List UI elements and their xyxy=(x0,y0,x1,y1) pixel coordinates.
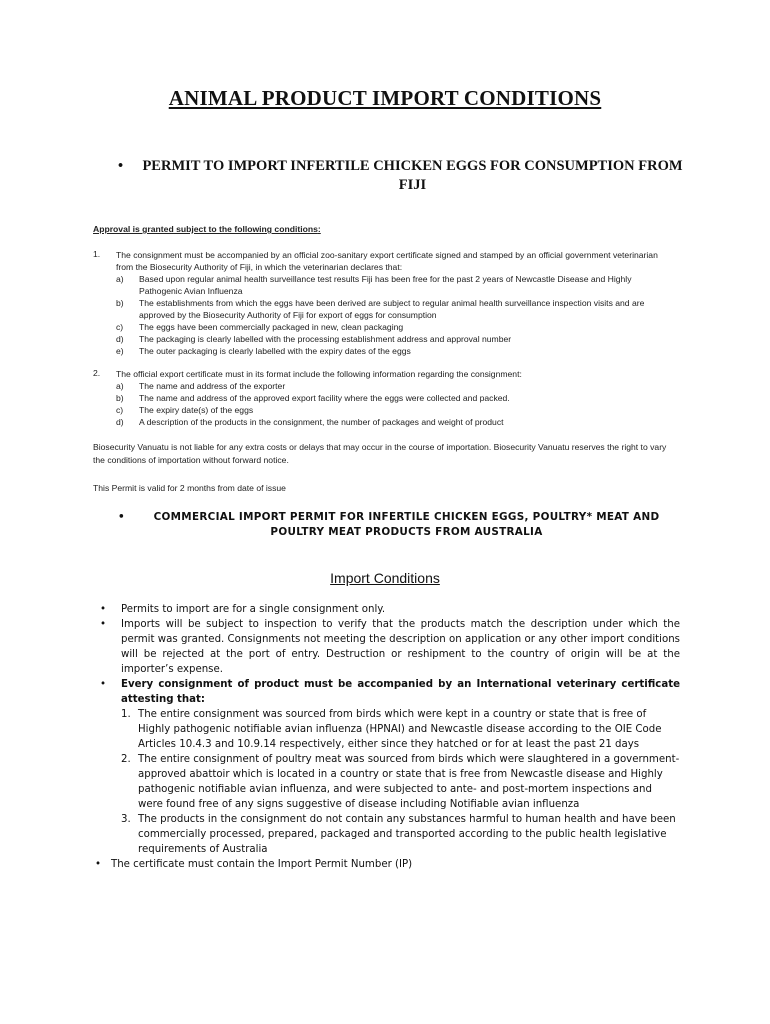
bullet: • xyxy=(100,679,107,690)
condition-text: The consignment must be accompanied by an official zoo-sanitary export certificate signed and stamped by an official government veterinarian from the Biosecurity Authority of Fiji, in which the veterinarian declares that: xyxy=(116,250,658,272)
item-text: The products in the consignment do not contain any substances harmful to human health and have been commercially processed, prepared, packaged and transported according to the public health legislative requirements of Australia xyxy=(138,814,676,855)
bullet: • xyxy=(118,158,124,174)
item-text: The eggs have been commercially packaged in new, clean packaging xyxy=(139,322,404,332)
condition-item xyxy=(116,345,673,357)
item-text: The outer packaging is clearly labelled with the expiry dates of the eggs xyxy=(139,346,411,356)
approval-text: Approval is granted subject to the following conditions xyxy=(93,224,318,234)
approval-statement xyxy=(93,224,321,234)
bullet: • xyxy=(100,619,107,630)
certificate-item xyxy=(121,812,680,857)
certificate-item xyxy=(121,752,680,812)
item-label: b) xyxy=(116,393,124,403)
item-text: The name and address of the exporter xyxy=(139,381,286,391)
item-number: 2. xyxy=(121,754,131,765)
section2-heading xyxy=(118,510,673,540)
item-label: a) xyxy=(116,381,124,391)
item-number: 1. xyxy=(121,709,131,720)
condition-1 xyxy=(93,249,673,357)
item-text: The name and address of the approved export facility where the eggs were collected and packed. xyxy=(139,393,510,403)
item-text: Based upon regular animal health surveillance test results Fiji has been free for the past 2 years of Newcastle Disease and Highly Pathogenic Avian Influenza xyxy=(139,274,632,296)
list-item xyxy=(95,857,680,872)
list-item-text: Imports will be subject to inspection to verify that the products match the description under which the permit was granted. Consignments not meeting the description on application or any other import conditions will be rejected at the port of entry. Destruction or reshipment to the country of origin will be at the importer’s expense. xyxy=(121,619,680,675)
bullet: • xyxy=(100,604,107,615)
bullet: • xyxy=(95,859,102,870)
certificate-item xyxy=(121,707,680,752)
approval-colon: : xyxy=(317,224,321,234)
bullet: • xyxy=(118,511,125,523)
item-text: The expiry date(s) of the eggs xyxy=(139,405,254,415)
item-label: c) xyxy=(116,322,124,332)
condition-item xyxy=(116,273,673,297)
condition-number: 1. xyxy=(93,249,101,259)
condition-item xyxy=(116,380,673,392)
condition-item xyxy=(116,404,673,416)
condition-2 xyxy=(93,368,673,428)
list-item xyxy=(100,617,680,677)
liability-notice: Biosecurity Vanuatu is not liable for any extra costs or delays that may occur in the course of importation. Biosecurity Vanuatu reserves the right to vary the conditions of importation without forward notice. xyxy=(93,442,667,465)
item-label: a) xyxy=(116,274,124,284)
condition-item xyxy=(116,321,673,333)
item-text: The establishments from which the eggs have been derived are subject to regular animal health surveillance inspection visits and are approved by the Biosecurity Authority of Fiji for export of eggs for consumption xyxy=(139,298,645,320)
item-label: c) xyxy=(116,405,124,415)
item-text: The packaging is clearly labelled with the processing establishment address and approval number xyxy=(139,334,512,344)
condition-item xyxy=(116,416,673,428)
item-label: d) xyxy=(116,334,124,344)
import-conditions-heading: Import Conditions xyxy=(330,570,440,586)
condition-item xyxy=(116,392,673,404)
section2-heading-text: COMMERCIAL IMPORT PERMIT FOR INFERTILE CHICKEN EGGS, POULTRY* MEAT AND POULTRY MEAT PRODUCTS FROM AUSTRALIA xyxy=(153,511,660,538)
section1-heading-text: PERMIT TO IMPORT INFERTILE CHICKEN EGGS FOR CONSUMPTION FROM FIJI xyxy=(142,158,683,193)
list-item-text: The certificate must contain the Import Permit Number (IP) xyxy=(111,859,413,870)
import-conditions-list xyxy=(95,602,680,872)
item-text: A description of the products in the consignment, the number of packages and weight of product xyxy=(139,417,504,427)
item-text: The entire consignment of poultry meat was sourced from birds which were slaughtered in a government-approved abattoir which is located in a country or state that is free from Newcastle disease and Highly pathogenic notifiable avian influenza, and were subjected to ante- and post-mortem inspections and were found free of any signs suggestive of disease including Notifiable avian influenza xyxy=(138,754,680,810)
list-item-text: Every consignment of product must be accompanied by an International veterinary certificate attesting that: xyxy=(121,679,680,705)
list-item xyxy=(100,602,680,617)
item-text: The entire consignment was sourced from birds which were kept in a country or state that is free of Highly pathogenic notifiable avian influenza (HPNAI) and Newcastle disease according to the OIE Code Articles 10.4.3 and 10.9.14 respectively, either since they hatched or for at least the past 21 days xyxy=(138,709,662,750)
item-label: d) xyxy=(116,417,124,427)
page-title: ANIMAL PRODUCT IMPORT CONDITIONS xyxy=(168,86,602,110)
condition-item xyxy=(116,333,673,345)
item-number: 3. xyxy=(121,814,131,825)
item-label: b) xyxy=(116,298,124,308)
list-item-text: Permits to import are for a single consignment only. xyxy=(121,604,386,615)
condition-item xyxy=(116,297,673,321)
item-label: e) xyxy=(116,346,124,356)
condition-text: The official export certificate must in its format include the following information regarding the consignment: xyxy=(116,369,522,379)
list-item xyxy=(100,677,680,707)
validity-notice: This Permit is valid for 2 months from date of issue xyxy=(93,483,286,493)
condition-number: 2. xyxy=(93,368,101,378)
section1-heading xyxy=(118,157,683,195)
certificate-items xyxy=(121,707,680,857)
